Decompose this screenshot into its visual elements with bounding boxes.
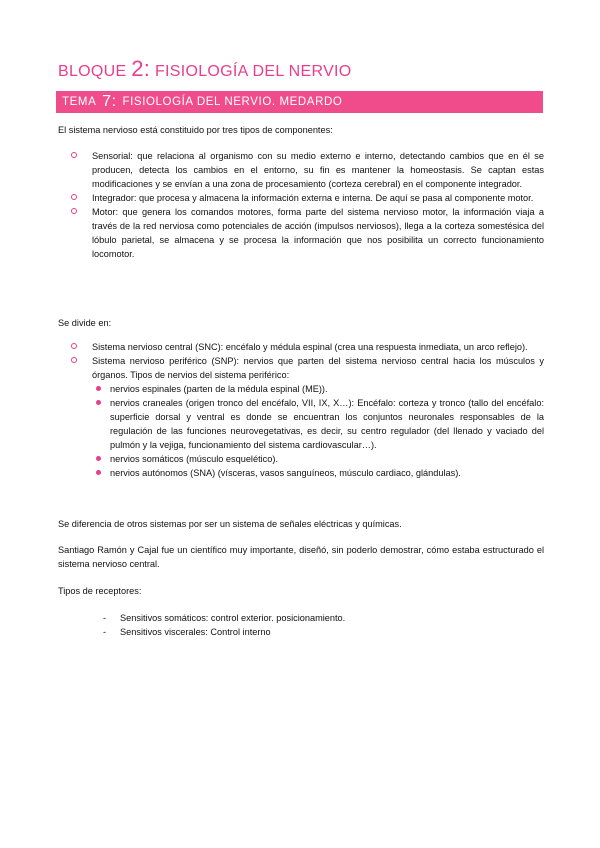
block-title: [58, 56, 352, 82]
list-item: Sistema nervioso central (SNC): encéfalo y médula espinal (crea una respuesta inmediata, un arco reflejo).: [58, 340, 544, 354]
block-name: FISIOLOGÍA DEL NERVIO: [154, 63, 352, 80]
cajal-paragraph: Santiago Ramón y Cajal fue un científico muy importante, diseñó, sin poderlo demostrar, cómo estaba estructurado el sistema nervioso central.: [58, 545, 544, 569]
topic-title: FISIOLOGÍA DEL NERVIO. MEDARDO: [122, 96, 343, 108]
list-item: - Sensitivos somáticos: control exterior. posicionamiento.: [58, 611, 544, 625]
block-prefix: BLOQUE: [58, 63, 127, 80]
receptors-list: [58, 611, 544, 639]
components-list: [58, 149, 544, 261]
snp-text: Sistema nervioso periférico (SNP): nervios que parten del sistema nervioso central hacia los músculos y órganos. Tipos de nervios del sistema periférico:: [92, 356, 544, 380]
topic-number: 7:: [102, 93, 117, 110]
list-item: Sensorial: que relaciona al organismo con su medio externo e interno, detectando cambios que en él se producen, detecta los cambios en el entorno, su fin es mantener la homeostasis. Se captan estas modificaciones y se envían a una zona de procesamiento (corteza cerebral) en el componente integrador.: [58, 149, 544, 191]
divisions-list: [58, 340, 544, 480]
topic-banner: [56, 91, 543, 113]
topic-prefix: TEMA: [62, 96, 97, 108]
list-item: nervios autónomos (SNA) (vísceras, vasos sanguíneos, músculo cardiaco, glándulas).: [92, 466, 544, 480]
list-item: [58, 354, 544, 480]
list-item: nervios craneales (origen tronco del encéfalo, VII, IX, X…): Encéfalo: corteza y tronco (tallo del encéfalo: superficie dorsal y ventral es donde se encuentran los conjuntos neuronales responsables de la regulación de las funciones neurovegetativas, es decir, su centro regulador (del llenado y vaciado del pulmón y la vejiga, funcionamiento del sistema cardiovascular…).: [92, 396, 544, 452]
intro-paragraph: El sistema nervioso está constituido por tres tipos de componentes:: [58, 125, 333, 135]
list-item: nervios espinales (parten de la médula espinal (ME)).: [92, 382, 544, 396]
differs-paragraph: Se diferencia de otros sistemas por ser un sistema de señales eléctricas y químicas.: [58, 519, 402, 529]
list-item: Integrador: que procesa y almacena la información externa e interna. De aquí se pasa al componente motor.: [58, 191, 544, 205]
list-item: nervios somáticos (músculo esquelético).: [92, 452, 544, 466]
receptors-label: Tipos de receptores:: [58, 586, 142, 596]
divide-label: Se divide en:: [58, 318, 112, 328]
snp-types-list: [92, 382, 544, 480]
list-item: Motor: que genera los comandos motores, forma parte del sistema nervioso motor, la información viaja a través de la red nerviosa como potenciales de acción (impulsos nerviosos), llega a la corteza somestésica del lóbulo parietal, se almacena y se procesa la información que nos posibilita un correcto funcionamiento locomotor.: [58, 205, 544, 261]
list-item: - Sensitivos viscerales: Control interno: [58, 625, 544, 639]
block-number: 2:: [131, 56, 151, 81]
